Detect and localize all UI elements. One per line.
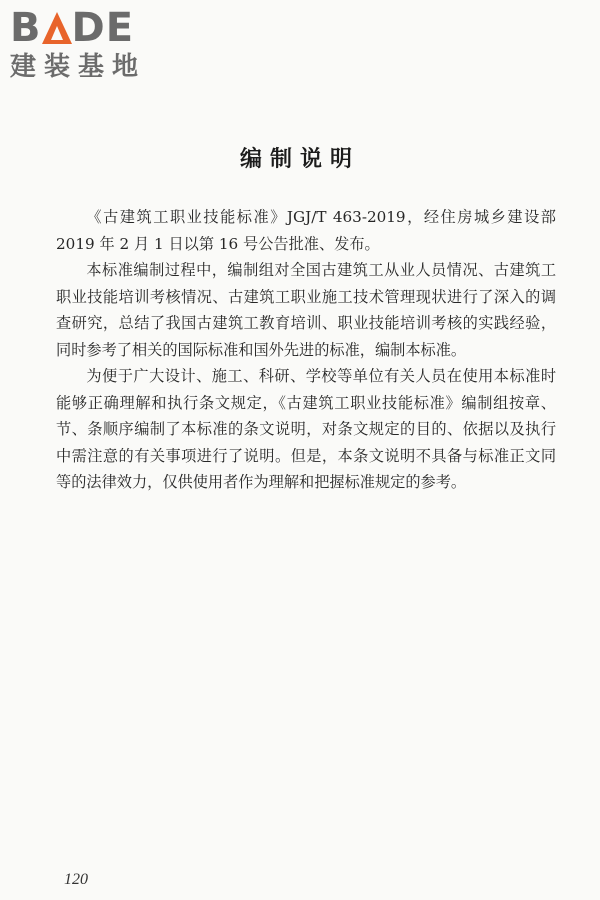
brand-letter-a: [42, 6, 72, 50]
document-body: [56, 204, 556, 496]
paragraph: 《古建筑工职业技能标准》JGJ/T 463-2019，经住房城乡建设部 2019 年 2 月 1 日以第 16 号公告批准、发布。: [56, 208, 556, 253]
brand-a-triangle-icon: [42, 12, 72, 44]
page-title: 编制说明: [239, 147, 360, 172]
paragraph: 本标准编制过程中，编制组对全国古建筑工从业人员情况、古建筑工职业技能培训考核情况、古建筑工职业施工技术管理现状进行了深入的调查研究，总结了我国古建筑工教育培训、职业技能培训考核的实践经验，同时参考了相关的国际标准和国外先进的标准，编制本标准。: [56, 261, 556, 359]
brand-letters-de: DE: [71, 5, 135, 51]
brand-wordmark: [10, 6, 180, 50]
brand-subtitle: 建装基地: [10, 52, 147, 82]
brand-letter-b: B: [10, 5, 42, 51]
brand-logo: [10, 6, 180, 82]
page-number: 120: [64, 871, 88, 888]
paragraph: 为便于广大设计、施工、科研、学校等单位有关人员在使用本标准时能够正确理解和执行条文规定，《古建筑工职业技能标准》编制组按章、节、条顺序编制了本标准的条文说明，对条文规定的目的、依据以及执行中需注意的有关事项进行了说明。但是，本条文说明不具备与标准正文同等的法律效力，仅供使用者作为理解和把握标准规定的参考。: [56, 367, 556, 491]
